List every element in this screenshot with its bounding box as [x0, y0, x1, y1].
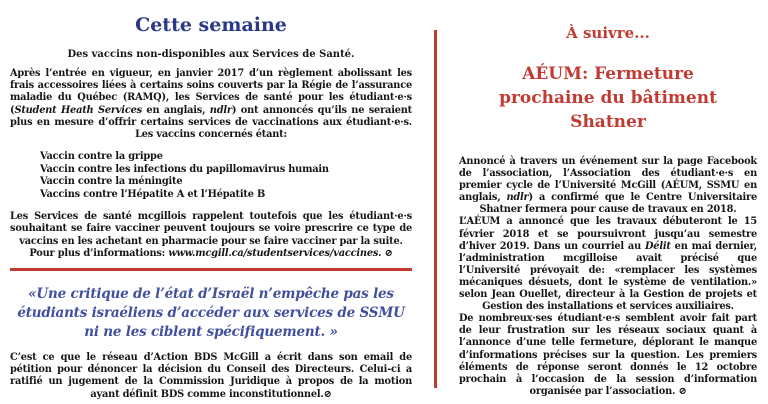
text-segment: Student Heath Services — [14, 104, 142, 116]
text-segment: ) ont annoncés qu’ils ne seraient plus en mesure d’offrir certains services de vaccinations aux étudiant·e·s. Les vaccins concernés étant: — [10, 104, 412, 141]
quote-context-paragraph: C’est ce que le réseau d’Action BDS McGill a écrit dans son email de pétition pour dénoncer la décision du Conseil des Directeurs. Celui-ci a ratifié un jugement de la Commission Juridique à propos de la motion ayant définit BDS comme inconstitutionnel.⊘ — [10, 352, 412, 400]
left-column — [10, 6, 412, 401]
article-subtitle: Des vaccins non-disponibles aux Services de Santé. — [67, 49, 355, 60]
vaccine-list-item: Vaccins contre l’Hépatite A et l’Hépatite B — [40, 188, 266, 200]
text-segment: Après l’entrée en vigueur, en janvier 2017 d’un règlement abolissant les frais accessoires liées à certains soins couverts par la Régie de l’assurance maladie du Québec (RAMQ), les Services de santé pour les étudiant·e·s ( — [10, 68, 412, 116]
info-label: Pour plus d’informations: — [29, 247, 169, 259]
article-paragraph — [459, 216, 757, 313]
text-segment: ndlr — [209, 104, 232, 116]
text-segment: ) a confirmé que le Centre Universitaire Shatner fermera pour cause de travaux en 2018. — [479, 192, 757, 216]
vaccine-list-item: Vaccin contre la grippe — [40, 151, 163, 163]
left-section-title: Cette semaine — [135, 14, 287, 36]
pull-quote: «Une critique de l’état d’Israël n’empêche pas les étudiants israéliens d’accéder aux services de SSMU ni ne les ciblent spécifiquement. » — [17, 286, 405, 341]
text-segment: Délit — [644, 240, 671, 252]
section-divider-rule — [10, 268, 412, 271]
article-headline: AÉUM: Fermeture prochaine du bâtiment Shatner — [499, 64, 717, 132]
text-segment: en anglais, — [141, 104, 210, 116]
services-paragraph: Les Services de santé mcgillois rappelent toutefois que les étudiant·e·s souhaitant se faire vacciner peuvent toujours se voire prescrire ce type de vaccins en les achetant en pharmacie pour se faire vacciner par la suite. — [10, 211, 412, 247]
text-segment: De nombreux·ses étudiant·e·s semblent avoir fait part de leur frustration sur les réseaux sociaux quant à l’annonce d’une telle fermeture, déplorant le manque d’informations précises sur la question. Les premiers éléments de réponse seront donnés le 12 octobre prochain à l’occasion de la session d’information organisée par l’association. ⊘ — [459, 313, 757, 397]
text-segment: Annoncé à travers un événement sur la page Facebook de l’association, l’Association des étudiant·e·s en premier cycle de l’Université McGill (AÉUM, SSMU en anglais, — [459, 156, 757, 204]
right-column — [459, 16, 757, 398]
end-of-article-icon: ⊘ — [381, 247, 393, 259]
text-segment: L’AÉUM a annoncé que les travaux débuteront le 15 février 2018 et se poursuivront jusqu’au semestre d’hiver 2019. Dans un courriel au — [459, 216, 757, 252]
text-segment: ndlr — [506, 192, 529, 204]
column-divider-rule — [434, 30, 437, 388]
vaccine-list-item: Vaccin contre la méningite — [40, 176, 183, 188]
article-body — [459, 156, 757, 398]
vaccine-list-item: Vaccin contre les infections du papillomavirus humain — [40, 163, 329, 175]
info-line — [10, 248, 412, 260]
article-paragraph — [459, 313, 757, 398]
right-section-title: À suivre... — [566, 24, 650, 42]
intro-paragraph — [10, 68, 412, 141]
vaccines-url-link[interactable]: www.mcgill.ca/studentservices/vaccines. — [168, 247, 382, 259]
vaccine-list — [40, 151, 412, 201]
article-paragraph — [459, 156, 757, 216]
text-segment: en mai dernier, l’administration mcgilloise avait précisé que l’Université prévoyait de: «remplacer les systèmes mécaniques désuets, dont le système de ventilation.» selon Jean Ouellet, directeur à la Gestion de projets et Gestion des installations et services auxiliaires. — [459, 240, 758, 313]
